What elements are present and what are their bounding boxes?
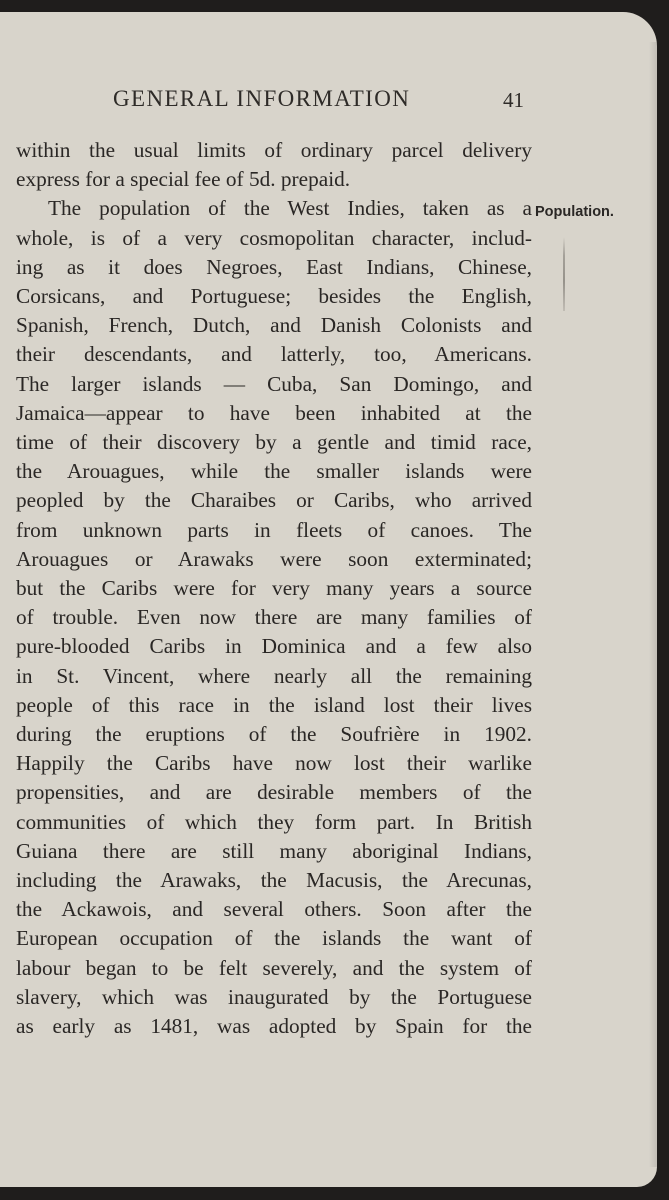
text-line: during the eruptions of the Soufrière in 1902. [16,722,532,747]
text-line: in St. Vincent, where nearly all the remaining [16,663,532,688]
text-line: express for a special fee of 5d. prepaid. [16,167,351,192]
text-line: Jamaica—appear to have been inhabited at the [16,400,532,425]
text-line: ing as it does Negroes, East Indians, Chinese, [16,254,532,279]
text-line: Spanish, French, Dutch, and Danish Colonists and [16,313,532,338]
margin-note-population: Population. [535,204,614,220]
text-line: Happily the Caribs have now lost their warlike [16,751,532,776]
text-line: as early as 1481, was adopted by Spain for the [16,1014,532,1039]
running-head: GENERAL INFORMATION [113,86,411,111]
text-line: from unknown parts in fleets of canoes. The [16,517,532,542]
text-line: slavery, which was inaugurated by the Portuguese [16,984,532,1009]
text-line: including the Arawaks, the Macusis, the Arecunas, [16,868,532,893]
paragraph [16,136,532,194]
page-number: 41 [503,88,524,112]
text-line: communities of which they form part. In British [16,809,532,834]
text-line: of trouble. Even now there are many families of [16,605,532,630]
text-line: Arouagues or Arawaks were soon exterminated; [16,546,532,571]
text-line: within the usual limits of ordinary parcel delivery [16,138,532,162]
text-line: the Ackawois, and several others. Soon after the [16,897,532,922]
text-line: The population of the West Indies, taken as a [48,196,532,221]
text-line: their descendants, and latterly, too, Americans. [16,342,532,367]
text-line: people of this race in the island lost their lives [16,692,532,717]
text-line: Guiana there are still many aboriginal Indians, [16,838,532,863]
text-line: labour began to be felt severely, and the system of [16,955,532,980]
text-line: whole, is of a very cosmopolitan character, includ- [16,225,532,250]
body-text [16,136,532,1041]
text-line: European occupation of the islands the want of [16,926,532,951]
text-line: peopled by the Charaibes or Caribs, who arrived [16,488,532,513]
text-line: propensities, and are desirable members of the [16,780,532,805]
text-line: pure-blooded Caribs in Dominica and a few also [16,634,532,659]
paragraph [16,194,532,1041]
text-line: Corsicans, and Portuguese; besides the English, [16,284,532,309]
pencil-mark [563,237,565,311]
text-line: The larger islands — Cuba, San Domingo, and [16,371,532,396]
text-line: the Arouagues, while the smaller islands were [16,459,532,484]
page-header [0,86,560,120]
text-line: but the Caribs were for very many years a source [16,576,532,601]
book-page [0,12,657,1187]
text-line: time of their discovery by a gentle and timid race, [16,430,532,455]
